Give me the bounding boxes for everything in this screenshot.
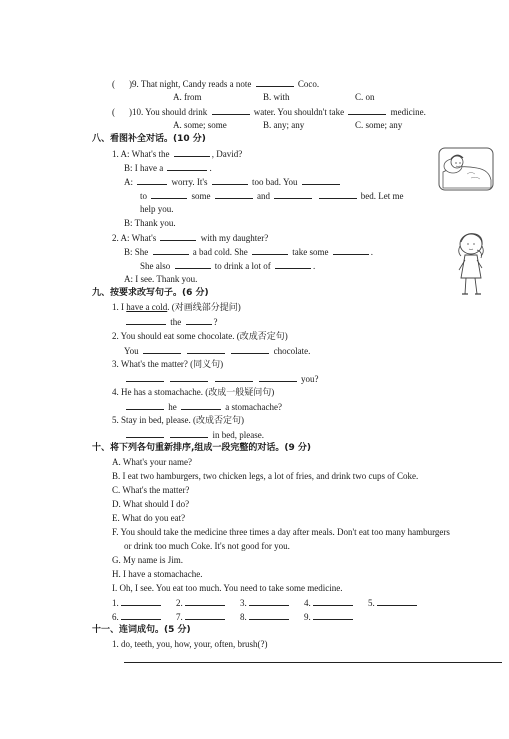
- s10-item-f: F. You should take the medicine three times a day after meals. Don't eat too many hamburgers: [112, 527, 450, 537]
- s10-answer-num: 9.: [304, 612, 311, 622]
- s9-item2-answer-text: You: [124, 346, 139, 356]
- s8-d2-text: .: [370, 247, 373, 257]
- s9-item1-blank-2[interactable]: [186, 315, 212, 325]
- section-9-title: 九、按要求改写句子。(6 分): [92, 288, 209, 298]
- s10-answer-num: 1.: [112, 598, 119, 608]
- s9-item4-answer-text: a stomachache?: [225, 402, 282, 412]
- s8-d2-blank-3[interactable]: [252, 245, 288, 255]
- q10-number: )10.: [129, 107, 144, 117]
- q9-blank[interactable]: [256, 77, 294, 87]
- s8-d1-text: 1. A: What's the: [112, 149, 170, 159]
- s10-answer-num: 2.: [176, 598, 183, 608]
- q9-paren: (: [112, 79, 115, 89]
- s8-d2-blank-5[interactable]: [175, 259, 211, 269]
- q9-line: [112, 77, 319, 90]
- s10-answer-blank-8[interactable]: [249, 610, 289, 620]
- s9-item3-blank-3[interactable]: [215, 372, 253, 382]
- s10-item-b: B. I eat two hamburgers, two chicken legs, a lot of fries, and drink two cups of Coke.: [112, 471, 419, 481]
- q9-text: That night, Candy reads a note: [140, 79, 252, 89]
- s10-answer-blank-7[interactable]: [185, 610, 225, 620]
- s9-item1-answer-text: ?: [213, 317, 218, 327]
- s8-d1-line4: [140, 189, 404, 202]
- s8-d1-blank-9[interactable]: [319, 189, 357, 199]
- s8-d1-line2: [124, 161, 212, 174]
- q9-option-a[interactable]: A. from: [173, 92, 202, 102]
- s8-d1-text: A:: [124, 177, 133, 187]
- q10-option-c[interactable]: C. some; any: [355, 120, 403, 130]
- s9-item3-blank-1[interactable]: [126, 372, 164, 382]
- s10-answer-blank-1[interactable]: [121, 596, 161, 606]
- s9-item2: 2. You should eat some chocolate. (改成否定句): [112, 331, 288, 341]
- s8-d1-text: B: I have a: [124, 163, 164, 173]
- s10-answer-num: 5.: [368, 598, 375, 608]
- s8-d2-text: She also: [140, 261, 171, 271]
- s10-answer-row-1: [112, 596, 432, 609]
- s8-d1-text: to: [140, 191, 148, 201]
- q10-options: [173, 119, 402, 131]
- s9-item1-instruction: . (对画线部分提问): [167, 302, 241, 312]
- s9-item5-blank-1[interactable]: [126, 428, 164, 438]
- s9-item2-answer-text: chocolate.: [273, 346, 311, 356]
- q9-text-end: Coco.: [297, 79, 320, 89]
- s8-d1-text: too bad. You: [252, 177, 298, 187]
- s8-d1-blank-5[interactable]: [302, 175, 340, 185]
- s9-item1-answer: [124, 315, 218, 328]
- s8-d1-text: , David?: [211, 149, 243, 159]
- s9-item2-blank-3[interactable]: [231, 344, 269, 354]
- q9-option-c[interactable]: C. on: [355, 92, 375, 102]
- s8-d1-line6: B: Thank you.: [124, 218, 176, 228]
- s10-item-g: G. My name is Jim.: [112, 555, 183, 565]
- s9-item4-blank-2[interactable]: [181, 400, 221, 410]
- s8-d1-line1: [112, 147, 242, 160]
- s9-item3-answer: [124, 372, 319, 385]
- s8-d2-blank-2[interactable]: [153, 245, 189, 255]
- s8-d1-text: .: [209, 163, 212, 173]
- s8-d2-text: take some: [292, 247, 329, 257]
- s8-d2-text: a bad cold. She: [192, 247, 248, 257]
- s10-item-c: C. What's the matter?: [112, 485, 190, 495]
- s10-answer-blank-3[interactable]: [249, 596, 289, 606]
- s9-item1: [112, 301, 241, 313]
- s8-d2-line1: [112, 231, 268, 244]
- s8-d2-line4: A: I see. Thank you.: [124, 274, 198, 284]
- s9-item3-blank-4[interactable]: [259, 372, 297, 382]
- s9-item3-blank-2[interactable]: [170, 372, 208, 382]
- q10-text-mid: water. You shouldn't take: [253, 107, 345, 117]
- s8-d1-blank-2[interactable]: [167, 161, 207, 171]
- s9-item2-answer: [124, 344, 310, 357]
- s9-item5-blank-2[interactable]: [170, 428, 208, 438]
- s9-item3: 3. What's the matter? (同义句): [112, 359, 224, 369]
- section-11-title: 十一、连词成句。(5 分): [92, 625, 191, 635]
- s8-d2-text: .: [313, 261, 316, 271]
- s10-answer-num: 4.: [304, 598, 311, 608]
- s8-d1-line3: [124, 175, 342, 188]
- s10-answer-num: 6.: [112, 612, 119, 622]
- q10-text-end: medicine.: [390, 107, 426, 117]
- s9-item5: 5. Stay in bed, please. (改成否定句): [112, 415, 244, 425]
- s9-item1-answer-text: the: [170, 317, 182, 327]
- s8-d2-blank-6[interactable]: [275, 259, 311, 269]
- q10-option-b[interactable]: B. any; any: [263, 120, 305, 130]
- q10-paren: (: [112, 107, 115, 117]
- s8-d2-line3: [140, 259, 315, 272]
- q10-blank-1[interactable]: [212, 105, 250, 115]
- s8-d2-text: 2. A: What's: [112, 233, 157, 243]
- q9-option-b[interactable]: B. with: [263, 92, 290, 102]
- s8-d2-blank-4[interactable]: [333, 245, 369, 255]
- s9-item1-text: 1. I: [112, 302, 124, 312]
- s11-answer-line[interactable]: [124, 662, 502, 663]
- s9-item2-blank-2[interactable]: [187, 344, 225, 354]
- s10-item-d: D. What should I do?: [112, 499, 190, 509]
- s8-d1-blank-3[interactable]: [137, 175, 167, 185]
- s9-item1-underlined: have a cold: [126, 302, 168, 312]
- s10-item-f-cont: or drink too much Coke. It's not good for you.: [124, 541, 290, 551]
- s9-item1-blank-1[interactable]: [126, 315, 166, 325]
- s10-item-h: H. I have a stomachache.: [112, 569, 203, 579]
- s9-item3-answer-text: you?: [301, 374, 319, 384]
- s10-item-a: A. What's your name?: [112, 457, 192, 467]
- q10-line: [112, 105, 426, 118]
- s8-d1-text: some: [191, 191, 211, 201]
- s9-item4: 4. He has a stomachache. (改成一般疑问句): [112, 387, 275, 397]
- s10-answer-blank-2[interactable]: [185, 596, 225, 606]
- s8-d1-blank-4[interactable]: [212, 175, 248, 185]
- s8-d2-text: to drink a lot of: [214, 261, 271, 271]
- s8-d2-text: with my daughter?: [200, 233, 269, 243]
- s8-d1-line5: help you.: [140, 204, 174, 214]
- s10-answer-blank-4[interactable]: [313, 596, 353, 606]
- q10-option-a[interactable]: A. some; some: [173, 120, 227, 130]
- s10-answer-num: 8.: [240, 612, 247, 622]
- sick-boy-in-bed-illustration: [437, 146, 495, 192]
- s10-item-e: E. What do you eat?: [112, 513, 186, 523]
- s11-question-1: 1. do, teeth, you, how, your, often, brush(?): [112, 639, 268, 649]
- s9-item5-answer: [124, 428, 264, 441]
- section-8-title: 八、看图补全对话。(10 分): [92, 134, 206, 144]
- s10-answer-blank-6[interactable]: [121, 610, 161, 620]
- s10-item-i: I. Oh, I see. You eat too much. You need to take some medicine.: [112, 583, 343, 593]
- s8-d1-blank-8[interactable]: [274, 189, 312, 199]
- s10-answer-num: 7.: [176, 612, 183, 622]
- s9-item5-answer-text: in bed, please.: [212, 430, 264, 440]
- section-10-title: 十、将下列各句重新排序,组成一段完整的对话。(9 分): [92, 443, 312, 453]
- q9-number: )9.: [129, 79, 139, 89]
- s10-answer-num: 3.: [240, 598, 247, 608]
- s8-d2-text: B: She: [124, 247, 149, 257]
- s10-answer-blank-9[interactable]: [313, 610, 353, 620]
- s8-d1-text: bed. Let me: [360, 191, 404, 201]
- q10-blank-2[interactable]: [348, 105, 386, 115]
- s10-answer-blank-5[interactable]: [377, 596, 417, 606]
- s8-d1-text: worry. It's: [171, 177, 208, 187]
- s8-d2-blank-1[interactable]: [160, 231, 196, 241]
- s9-item4-answer-text: he: [168, 402, 177, 412]
- q10-text: You should drink: [145, 107, 208, 117]
- s10-answer-row-2: [112, 610, 368, 623]
- s8-d2-line2: [124, 245, 373, 258]
- q9-options: [173, 91, 375, 103]
- s8-d1-text: and: [257, 191, 271, 201]
- sick-girl-illustration: [455, 232, 491, 300]
- s8-d1-blank-6[interactable]: [151, 189, 187, 199]
- s9-item2-blank-1[interactable]: [143, 344, 181, 354]
- s8-d1-blank-1[interactable]: [174, 147, 210, 157]
- s9-item4-answer: [124, 400, 282, 413]
- s8-d1-blank-7[interactable]: [215, 189, 253, 199]
- s9-item4-blank-1[interactable]: [126, 400, 164, 410]
